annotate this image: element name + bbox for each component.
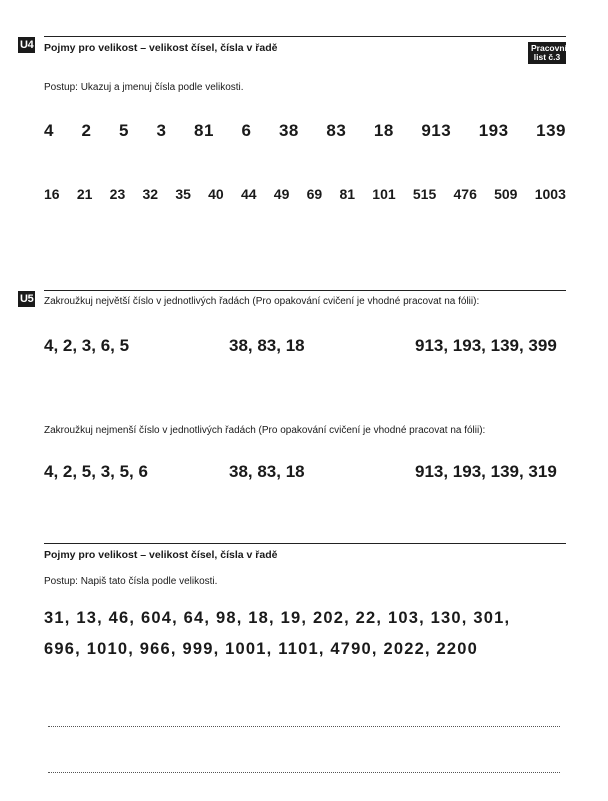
worksheet-badge xyxy=(528,42,566,64)
number-item: 515 xyxy=(412,186,437,202)
number-item: 44 xyxy=(240,186,257,202)
section-tag-u4: U4 xyxy=(20,39,34,51)
answer-line[interactable] xyxy=(48,772,560,773)
number-item: 913 xyxy=(421,121,452,140)
number-group: 913, 193, 139, 319 xyxy=(415,462,557,481)
badge-line-1: Pracovní xyxy=(531,43,567,53)
section-divider xyxy=(44,543,566,544)
number-item: 193 xyxy=(478,121,509,140)
number-item: 2 xyxy=(81,121,92,140)
number-item: 3 xyxy=(156,121,167,140)
answer-line[interactable] xyxy=(48,726,560,727)
section-divider xyxy=(44,290,566,291)
badge-line-2: list č.3 xyxy=(533,52,561,62)
number-item: 476 xyxy=(453,186,477,202)
number-group: 4, 2, 5, 3, 5, 6 xyxy=(44,462,148,481)
section-divider xyxy=(44,36,566,37)
number-item: 69 xyxy=(306,186,323,202)
number-row-1 xyxy=(44,121,566,141)
number-item: 1003 xyxy=(534,186,566,202)
number-item: 83 xyxy=(326,121,347,140)
number-item: 81 xyxy=(194,121,214,140)
instruction-text: Postup: Ukazuj a jmenuj čísla podle velikosti. xyxy=(44,82,244,93)
number-item: 139 xyxy=(536,121,566,140)
number-item: 5 xyxy=(119,121,129,140)
number-item: 35 xyxy=(175,186,191,202)
section-title: Pojmy pro velikost – velikost čísel, čísla v řadě xyxy=(44,549,278,561)
section-title: Pojmy pro velikost – velikost čísel, čísla v řadě xyxy=(44,42,278,54)
number-item: 49 xyxy=(273,186,290,202)
number-item: 6 xyxy=(241,121,252,140)
number-row-2 xyxy=(44,186,566,202)
number-item: 81 xyxy=(339,186,356,202)
number-item: 509 xyxy=(494,186,518,202)
section-tag-u5: U5 xyxy=(20,293,34,305)
number-item: 4 xyxy=(44,121,54,140)
number-item: 23 xyxy=(109,186,126,202)
instruction-text: Zakroužkuj nejmenší číslo v jednotlivých řadách (Pro opakování cvičení je vhodné pracovat na fólii): xyxy=(44,425,486,436)
instruction-text: Postup: Napiš tato čísla podle velikosti. xyxy=(44,576,218,587)
instruction-text: Zakroužkuj největší číslo v jednotlivých řadách (Pro opakování cvičení je vhodné pracovat na fólii): xyxy=(44,296,480,307)
number-group: 38, 83, 18 xyxy=(229,462,305,481)
number-item: 21 xyxy=(76,186,93,202)
number-sequence-line-2: 696, 1010, 966, 999, 1001, 1101, 4790, 2022, 2200 xyxy=(44,640,479,658)
number-item: 32 xyxy=(142,186,159,202)
number-group: 4, 2, 3, 6, 5 xyxy=(44,336,130,355)
number-item: 16 xyxy=(44,186,60,202)
number-item: 40 xyxy=(208,186,224,202)
number-item: 38 xyxy=(278,121,299,140)
number-group: 913, 193, 139, 399 xyxy=(415,336,557,355)
number-item: 18 xyxy=(373,121,394,140)
number-sequence-line-1: 31, 13, 46, 604, 64, 98, 18, 19, 202, 22, 103, 130, 301, xyxy=(44,609,511,627)
number-group: 38, 83, 18 xyxy=(229,336,305,355)
number-item: 101 xyxy=(372,186,396,202)
